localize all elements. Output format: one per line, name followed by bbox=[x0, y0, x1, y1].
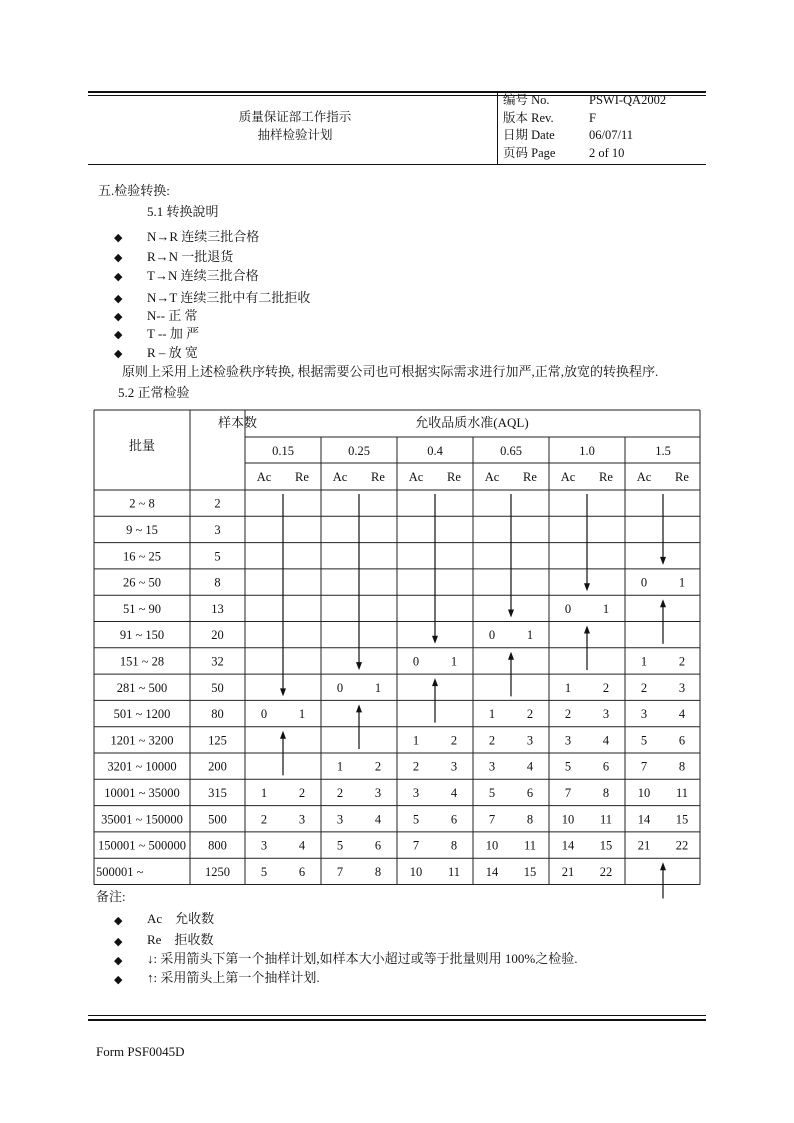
batch-range: 9 ~ 15 bbox=[126, 522, 158, 537]
bullet-icon: ◆ bbox=[114, 936, 123, 948]
note-up-arrow: ↑: 采用箭头上第一个抽样计划. bbox=[147, 970, 320, 985]
note-ac: Ac 允收数 bbox=[147, 911, 215, 926]
re-label: Re bbox=[599, 470, 613, 484]
re-value: 4 bbox=[678, 707, 686, 722]
ac-value: 1 bbox=[260, 785, 268, 800]
bullet-text: T -- 加 严 bbox=[147, 326, 200, 341]
re-label: Re bbox=[675, 470, 689, 484]
bullet-icon: ◆ bbox=[114, 955, 123, 967]
ac-value: 14 bbox=[637, 812, 651, 827]
ac-label: Ac bbox=[408, 470, 424, 484]
down-arrow-icon bbox=[356, 494, 362, 670]
re-value: 3 bbox=[526, 733, 534, 748]
re-value: 3 bbox=[678, 680, 686, 695]
aql-level-label: 0.65 bbox=[500, 444, 522, 458]
meta-label: 编号 No. bbox=[503, 93, 550, 107]
re-label: Re bbox=[371, 470, 385, 484]
re-value: 11 bbox=[675, 785, 689, 800]
ac-value: 3 bbox=[412, 785, 420, 800]
meta-value: 2 of 10 bbox=[589, 146, 625, 160]
ac-value: 21 bbox=[561, 864, 575, 879]
sample-size: 125 bbox=[208, 733, 227, 748]
re-value: 4 bbox=[602, 733, 610, 748]
batch-range: 10001 ~ 35000 bbox=[104, 785, 180, 800]
ac-value: 10 bbox=[485, 838, 499, 853]
sample-size: 200 bbox=[208, 759, 227, 774]
batch-range: 26 ~ 50 bbox=[122, 575, 162, 590]
re-value: 1 bbox=[374, 680, 382, 695]
bullet-text: R→N 一批退货 bbox=[147, 249, 234, 264]
re-value: 2 bbox=[526, 707, 534, 722]
note-down-arrow: ↓: 采用箭头下第一个抽样计划,如样本大小超过或等于批量则用 100%之检验. bbox=[147, 951, 578, 966]
ac-value: 7 bbox=[412, 838, 420, 853]
re-value: 6 bbox=[374, 838, 382, 853]
re-value: 2 bbox=[678, 654, 686, 669]
ac-value: 0 bbox=[336, 680, 344, 695]
bullet-icon: ◆ bbox=[114, 329, 123, 341]
batch-range: 51 ~ 90 bbox=[122, 601, 162, 616]
re-value: 2 bbox=[374, 759, 382, 774]
ac-value: 3 bbox=[640, 707, 648, 722]
ac-value: 2 bbox=[640, 680, 648, 695]
re-value: 6 bbox=[526, 785, 534, 800]
sample-size: 500 bbox=[208, 812, 227, 827]
ac-value: 5 bbox=[336, 838, 344, 853]
ac-value: 1 bbox=[640, 654, 648, 669]
sample-size: 1250 bbox=[205, 864, 230, 879]
meta-value: 06/07/11 bbox=[589, 128, 633, 142]
re-value: 1 bbox=[450, 654, 458, 669]
ac-label: Ac bbox=[332, 470, 348, 484]
ac-value: 2 bbox=[260, 812, 268, 827]
batch-range: 150001 ~ 500000 bbox=[97, 838, 187, 853]
ac-value: 2 bbox=[336, 785, 344, 800]
re-value: 4 bbox=[526, 759, 534, 774]
ac-value: 2 bbox=[564, 707, 572, 722]
sample-size: 20 bbox=[211, 628, 224, 643]
re-value: 6 bbox=[450, 812, 458, 827]
sample-size: 5 bbox=[214, 549, 221, 564]
ac-value: 14 bbox=[485, 864, 499, 879]
re-value: 8 bbox=[602, 785, 610, 800]
re-value: 3 bbox=[298, 812, 306, 827]
re-value: 1 bbox=[678, 575, 686, 590]
aql-level-label: 1.0 bbox=[579, 444, 595, 458]
re-label: Re bbox=[447, 470, 461, 484]
ac-label: Ac bbox=[560, 470, 576, 484]
bullet-icon: ◆ bbox=[114, 311, 123, 323]
re-value: 8 bbox=[526, 812, 534, 827]
notes-heading: 备注: bbox=[96, 889, 126, 904]
ac-value: 0 bbox=[260, 707, 268, 722]
ac-value: 5 bbox=[488, 785, 496, 800]
bullet-icon: ◆ bbox=[114, 271, 123, 283]
batch-column-header: 批量 bbox=[128, 438, 156, 453]
ac-value: 3 bbox=[336, 812, 344, 827]
re-value: 3 bbox=[450, 759, 458, 774]
sample-size: 80 bbox=[211, 707, 224, 722]
bullet-icon: ◆ bbox=[114, 348, 123, 360]
ac-value: 2 bbox=[412, 759, 420, 774]
ac-value: 3 bbox=[260, 838, 268, 853]
re-value: 22 bbox=[599, 864, 613, 879]
ac-value: 7 bbox=[640, 759, 648, 774]
meta-value: PSWI-QA2002 bbox=[589, 93, 667, 107]
bullet-icon: ◆ bbox=[114, 915, 123, 927]
subsection-5-2: 5.2 正常检验 bbox=[118, 385, 190, 400]
batch-range: 501 ~ 1200 bbox=[113, 707, 171, 722]
re-value: 8 bbox=[450, 838, 458, 853]
batch-range: 91 ~ 150 bbox=[119, 628, 165, 643]
meta-label: 页码 Page bbox=[503, 146, 556, 160]
ac-value: 5 bbox=[260, 864, 268, 879]
title-line-2: 抽样检验计划 bbox=[257, 128, 333, 142]
ac-value: 1 bbox=[488, 707, 496, 722]
ac-value: 2 bbox=[488, 733, 496, 748]
batch-range: 1201 ~ 3200 bbox=[110, 733, 174, 748]
re-value: 15 bbox=[523, 864, 537, 879]
meta-value: F bbox=[589, 111, 596, 125]
re-value: 1 bbox=[298, 707, 306, 722]
re-value: 1 bbox=[526, 628, 534, 643]
re-value: 2 bbox=[602, 680, 610, 695]
bullet-text: T→N 连续三批合格 bbox=[147, 268, 259, 283]
title-line-1: 质量保证部工作指示 bbox=[238, 110, 352, 124]
down-arrow-icon bbox=[508, 494, 514, 618]
ac-value: 7 bbox=[488, 812, 496, 827]
bullet-text: N→R 连续三批合格 bbox=[147, 229, 260, 244]
ac-value: 21 bbox=[637, 838, 651, 853]
re-value: 11 bbox=[447, 864, 461, 879]
aql-level-label: 0.4 bbox=[427, 444, 443, 458]
ac-value: 0 bbox=[412, 654, 420, 669]
bullet-icon: ◆ bbox=[114, 232, 123, 244]
ac-value: 1 bbox=[564, 680, 572, 695]
ac-value: 3 bbox=[488, 759, 496, 774]
ac-value: 10 bbox=[637, 785, 651, 800]
batch-range: 3201 ~ 10000 bbox=[107, 759, 177, 774]
re-value: 15 bbox=[675, 812, 689, 827]
aql-level-label: 0.25 bbox=[348, 444, 370, 458]
sample-size: 13 bbox=[211, 601, 224, 616]
sample-size: 315 bbox=[208, 785, 227, 800]
re-value: 6 bbox=[678, 733, 686, 748]
re-value: 11 bbox=[599, 812, 613, 827]
ac-value: 0 bbox=[564, 601, 572, 616]
batch-range: 16 ~ 25 bbox=[122, 549, 162, 564]
bullet-icon: ◆ bbox=[114, 974, 123, 986]
re-value: 11 bbox=[523, 838, 537, 853]
ac-value: 0 bbox=[640, 575, 648, 590]
ac-value: 0 bbox=[488, 628, 496, 643]
re-value: 2 bbox=[298, 785, 306, 800]
re-value: 15 bbox=[599, 838, 613, 853]
aql-level-label: 0.15 bbox=[272, 444, 294, 458]
aql-header: 允收品质水准(AQL) bbox=[415, 415, 529, 430]
re-value: 1 bbox=[602, 601, 610, 616]
sample-size: 8 bbox=[214, 575, 221, 590]
ac-value: 5 bbox=[564, 759, 572, 774]
meta-label: 日期 Date bbox=[503, 128, 555, 142]
ac-label: Ac bbox=[484, 470, 500, 484]
footer-rule-thin bbox=[88, 1015, 706, 1016]
re-value: 6 bbox=[602, 759, 610, 774]
sample-size: 3 bbox=[214, 522, 221, 537]
batch-range: 35001 ~ 150000 bbox=[101, 812, 183, 827]
ac-value: 5 bbox=[412, 812, 420, 827]
re-value: 4 bbox=[374, 812, 382, 827]
re-value: 4 bbox=[450, 785, 458, 800]
up-arrow-icon bbox=[660, 862, 666, 898]
sample-column-header: 样本数 bbox=[218, 415, 258, 430]
sample-size: 50 bbox=[211, 680, 224, 695]
re-label: Re bbox=[523, 470, 537, 484]
ac-value: 14 bbox=[561, 838, 575, 853]
ac-label: Ac bbox=[636, 470, 652, 484]
ac-value: 1 bbox=[336, 759, 344, 774]
re-value: 4 bbox=[298, 838, 306, 853]
ac-value: 1 bbox=[412, 733, 420, 748]
re-value: 2 bbox=[450, 733, 458, 748]
re-value: 22 bbox=[675, 838, 689, 853]
section-heading: 五.检验转换: bbox=[98, 183, 170, 198]
re-value: 6 bbox=[298, 864, 306, 879]
down-arrow-icon bbox=[660, 494, 666, 565]
ac-value: 3 bbox=[564, 733, 572, 748]
bullet-icon: ◆ bbox=[114, 293, 123, 305]
ac-value: 10 bbox=[409, 864, 423, 879]
bullet-icon: ◆ bbox=[114, 252, 123, 264]
sample-size: 32 bbox=[211, 654, 224, 669]
bullet-text: N-- 正 常 bbox=[147, 308, 198, 323]
re-value: 8 bbox=[678, 759, 686, 774]
re-value: 3 bbox=[374, 785, 382, 800]
ac-value: 10 bbox=[561, 812, 575, 827]
re-value: 3 bbox=[602, 707, 610, 722]
principle-text: 原则上采用上述检验秩序转换, 根据需要公司也可根据实际需求进行加严,正常,放宽的转换程序. bbox=[122, 364, 659, 379]
ac-value: 7 bbox=[564, 785, 572, 800]
bullet-text: N→T 连续三批中有二批拒收 bbox=[147, 290, 311, 305]
re-value: 8 bbox=[374, 864, 382, 879]
batch-range: 281 ~ 500 bbox=[116, 680, 168, 695]
form-number: Form PSF0045D bbox=[96, 1044, 185, 1059]
subsection-5-1: 5.1 转换說明 bbox=[147, 204, 219, 219]
ac-label: Ac bbox=[256, 470, 272, 484]
meta-label: 版本 Rev. bbox=[503, 111, 554, 125]
batch-range: 500001 ~ bbox=[96, 864, 144, 879]
footer-rule bbox=[88, 1019, 706, 1021]
sample-size: 800 bbox=[208, 838, 227, 853]
ac-value: 5 bbox=[640, 733, 648, 748]
sample-size: 2 bbox=[214, 496, 221, 511]
batch-range: 151 ~ 28 bbox=[119, 654, 165, 669]
re-label: Re bbox=[295, 470, 309, 484]
batch-range: 2 ~ 8 bbox=[129, 496, 155, 511]
bullet-text: R – 放 宽 bbox=[147, 345, 198, 360]
note-re: Re 拒收数 bbox=[147, 932, 214, 947]
ac-value: 7 bbox=[336, 864, 344, 879]
aql-level-label: 1.5 bbox=[655, 444, 671, 458]
